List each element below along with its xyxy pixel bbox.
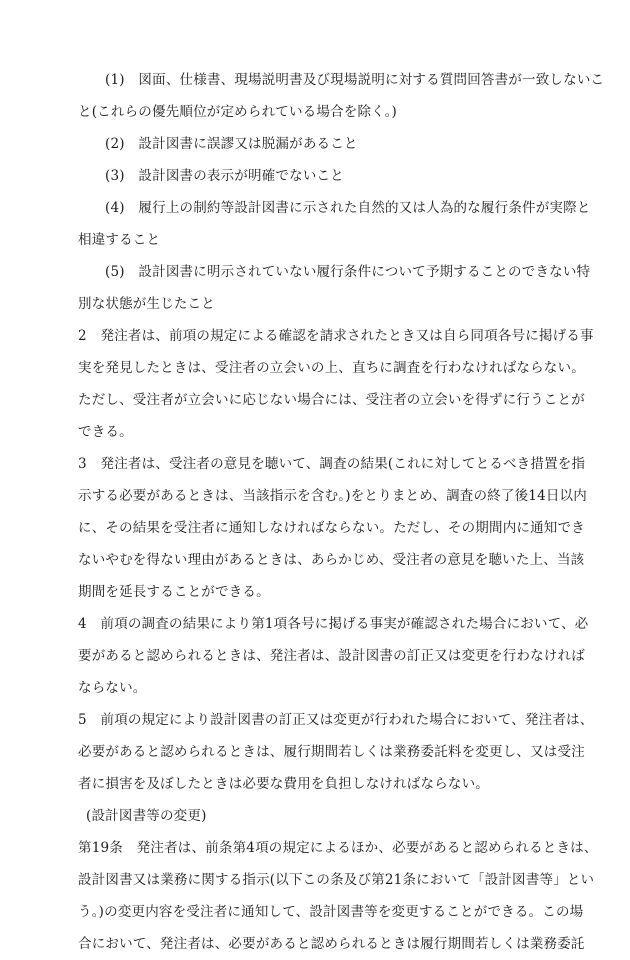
item-line: (2) 設計図書に誤謬又は脱漏があること — [105, 136, 358, 152]
item-1 — [78, 64, 605, 128]
item-line: (5) 設計図書に明示されていない履行条件について予期することのできない特 — [105, 264, 591, 280]
item-5 — [78, 256, 591, 320]
paragraph-line: ないやむを得ない理由があるときは、あらかじめ、受注者の意見を聴いた上、当該 — [78, 552, 585, 568]
item-3 — [78, 160, 558, 192]
paragraph-line: 5 前項の規定により設計図書の訂正又は変更が行われた場合において、発注者は、 — [78, 712, 594, 728]
item-2 — [78, 128, 558, 160]
article-line: 合において、発注者は、必要があると認められるときは履行期間若しくは業務委託 — [78, 936, 585, 952]
paragraph-line: 実を発見したときは、受注者の立会いの上、直ちに調査を行わなければならない。 — [78, 360, 585, 376]
paragraph-line: ただし、受注者が立会いに応じない場合には、受注者の立会いを得ずに行うことが — [78, 392, 585, 408]
paragraph-5 — [78, 704, 594, 800]
paragraph-3 — [78, 448, 587, 608]
paragraph-line: 者に損害を及ぼしたときは必要な費用を負担しなければならない。 — [78, 776, 489, 792]
article-line: 設計図書又は業務に関する指示(以下この条及び第21条において「設計図書等」とい — [78, 872, 595, 888]
item-4 — [78, 192, 591, 256]
article-19 — [78, 832, 598, 960]
paragraph-line: 示する必要があるときは、当該指示を含む。)をとりまとめ、調査の終了後14日以内 — [78, 488, 587, 504]
item-line: と(これらの優先順位が定められている場合を除く。) — [78, 104, 398, 120]
paragraph-line: 期間を延長することができる。 — [78, 584, 270, 600]
section-heading: (設計図書等の変更) — [86, 808, 207, 824]
paragraph-2 — [78, 320, 594, 448]
paragraph-line: 必要があると認められるときは、履行期間若しくは業務委託料を変更し、又は受注 — [78, 744, 585, 760]
item-line: (1) 図面、仕様書、現場説明書及び現場説明に対する質問回答書が一致しないこ — [105, 72, 605, 88]
paragraph-line: 要があると認められるときは、発注者は、設計図書の訂正又は変更を行わなければ — [78, 648, 585, 664]
paragraph-line: に、その結果を受注者に通知しなければならない。ただし、その期間内に通知でき — [78, 520, 585, 536]
paragraph-4 — [78, 608, 589, 704]
paragraph-line: ならない。 — [78, 680, 147, 696]
paragraph-line: 3 発注者は、受注者の意見を聴いて、調査の結果(これに対してとるべき措置を指 — [78, 456, 586, 472]
item-line: 相違すること — [78, 232, 161, 248]
article-line: う。)の変更内容を受注者に通知して、設計図書等を変更することができる。この場 — [78, 904, 584, 920]
item-line: (4) 履行上の制約等設計図書に示された自然的又は人為的な履行条件が実際と — [105, 200, 591, 216]
document-page — [78, 64, 605, 960]
paragraph-line: できる。 — [78, 424, 133, 440]
paragraph-line: 4 前項の調査の結果により第1項各号に掲げる事実が確認された場合において、必 — [78, 616, 589, 632]
paragraph-line: 2 発注者は、前項の規定による確認を請求されたとき又は自ら同項各号に掲げる事 — [78, 328, 594, 344]
item-line: 別な状態が生じたこと — [78, 296, 215, 312]
item-line: (3) 設計図書の表示が明確でないこと — [105, 168, 344, 184]
article-line: 第19条 発注者は、前条第4項の規定によるほか、必要があると認められるときは、 — [78, 840, 598, 856]
